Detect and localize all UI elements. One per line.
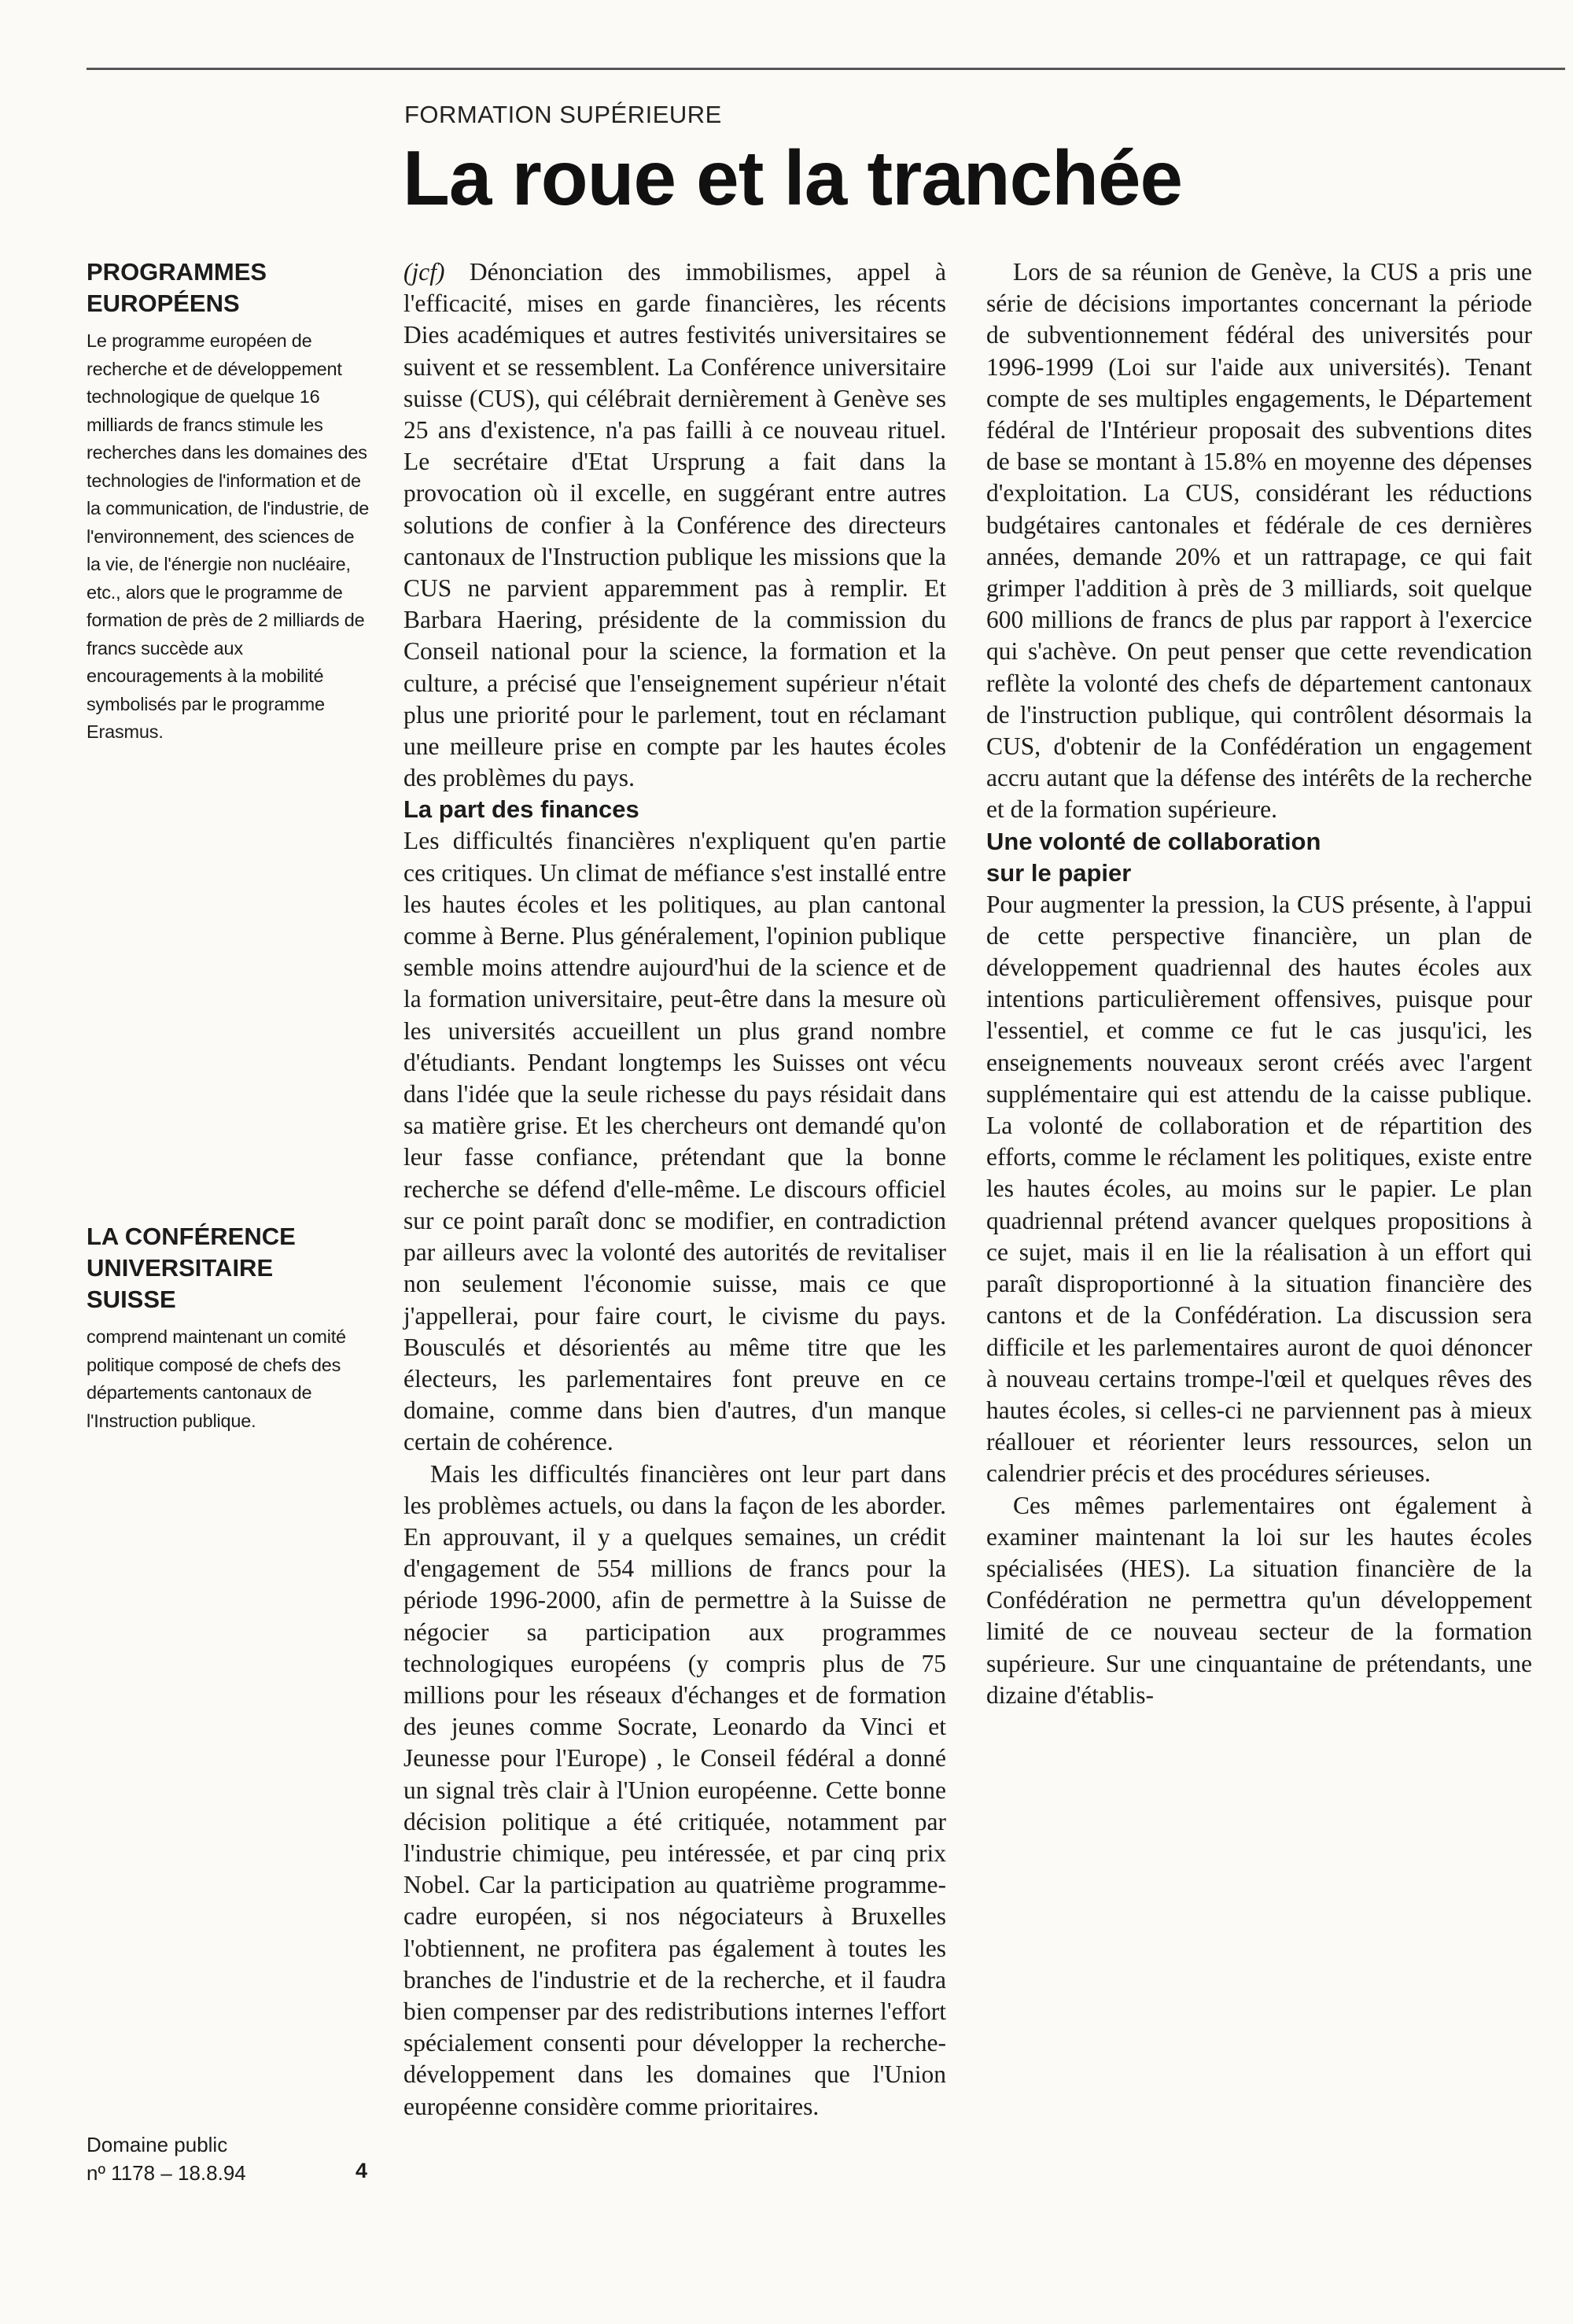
article-paragraph: Les difficultés financières n'expliquent qu'en partie ces critiques. Un climat de méfiance s'est installé entre les hautes écoles et les politiques, au plan cantonal comme à Berne. Plus généralement, l'opinion publique semble moins attendre aujourd'hui de la science et de la formation universitaire, peut-être dans la mesure où les universités accueillent un plus grand nombre d'étudiants. Pendant longtemps les Suisses ont vécu dans l'idée que la seule richesse du pays résidait dans sa matière grise. Et les chercheurs ont demandé qu'on leur fasse confiance, prétendant que la bonne recherche se défend d'elle-même. Le discours officiel sur ce point paraît donc se modifier, en contradiction par ailleurs avec la volonté des autorités de revitaliser non seulement l'économie suisse, mais ce que j'appellerai, pour faire court, le civisme du pays. Bousculés et désorientés au même titre que les électeurs, les parlementaires font preuve en ce domaine, comme dans bien d'autres, d'un manque certain de cohérence. [403, 827, 946, 1456]
article-paragraph: Pour augmenter la pression, la CUS présente, à l'appui de cette perspective financière, un plan de développement quadriennal des hautes écoles aux intentions particulièrement offensives, puisque pour l'essentiel, et comme ce fut le cas jusqu'ici, les enseignements nouveaux seront créés avec l'argent supplémentaire qui est attendu de la caisse publique. La volonté de collaboration et de répartition des efforts, comme le réclament les politiques, existe entre les hautes écoles, au moins sur le papier. Le plan quadriennal prétend avancer quelques propositions à ce sujet, mais il en lie la réalisation à un effort qui paraît disproportionné à la situation financière des cantons et de la Confédération. La discussion sera difficile et les parlementaires auront de quoi dénoncer à nouveau certains trompe-l'œil et quelques rêves des hautes écoles, si celles-ci ne parviennent pas à mieux réallouer et réorienter leurs ressources, selon un calendrier précis et des procédures sérieuses. [986, 890, 1532, 1488]
sidebar-box-programmes [87, 256, 370, 747]
sidebar-heading [87, 1221, 370, 1315]
sidebar-heading-line: PROGRAMMES [87, 258, 267, 286]
article-paragraph: Mais les difficultés financières ont leur part dans les problèmes actuels, ou dans la façon de les aborder. En approuvant, il y a quelques semaines, un crédit d'engagement de 554 millions de francs pour la période 1996-2000, afin de permettre à la Suisse de négocier sa participation aux programmes technologiques européens (y compris plus de 75 millions pour les réseaux d'échanges et de formation des jeunes comme Socrate, Leonardo da Vinci et Jeunesse pour l'Europe) , le Conseil fédéral a donné un signal très clair à l'Union européenne. Cette bonne décision politique a été critiquée, notamment par l'industrie chimique, peu intéressée, et par cinq prix Nobel. Car la participation au quatrième programme-cadre européen, si nos négociateurs à Bruxelles l'obtiennent, ne profitera pas également à toutes les branches de l'industrie et de la recherche, et il faudra bien compenser par des redistributions internes l'effort spécialement consenti pour développer la recherche-développement dans les domaines que l'Union européenne considère comme prioritaires. [403, 1459, 946, 2120]
page-number: 4 [355, 2159, 368, 2182]
sidebar-heading-line: SUISSE [87, 1286, 176, 1313]
sidebar-text: comprend maintenant un comité politique composé de chefs des départements cantonaux de l'Instruction publique. [87, 1326, 346, 1431]
author-initials: (jcf) [403, 258, 445, 286]
sidebar-text: Le programme européen de recherche et de développement technologique de quelque 16 milliards de francs stimule les recherches dans les domaines des technologies de l'information et de la communication, de l'industrie, de l'environnement, des sciences de la vie, de l'énergie non nucléaire, etc., alors que le programme de formation de près de 2 milliards de francs succède aux encouragements à la mobilité symbolisés par le programme Erasmus. [87, 330, 370, 742]
article-title: La roue et la tranchée [403, 135, 1183, 221]
article-paragraph: Lors de sa réunion de Genève, la CUS a pris une série de décisions importantes concernant la période de subventionnement fédéral des universités pour 1996-1999 (Loi sur l'aide aux universités). Tenant compte de ses multiples engagements, le Département fédéral de l'Intérieur proposait des subventions dites de base se montant à 15.8% en moyenne des dépenses d'exploitation. La CUS, considérant les réductions budgétaires cantonales et fédérale de ces dernières années, demande 20% et un rattrapage, ce qui fait grimper l'addition à près de 3 milliards, soit quelque 600 millions de francs de plus par rapport à l'exercice qui s'achève. On peut penser que cette revendication reflète la volonté des chefs de département cantonaux de l'instruction publique, qui contrôlent désormais la CUS, d'obtenir de la Confédération un engagement accru autant que la défense des intérêts de la recherche et de la formation supérieure. [986, 258, 1532, 824]
top-rule [87, 68, 1565, 70]
publication-name: Domaine public [87, 2133, 228, 2156]
sidebar-heading-line: UNIVERSITAIRE [87, 1254, 274, 1282]
article-column-2 [986, 256, 1532, 1711]
sidebar-heading [87, 256, 370, 319]
subheading: La part des finances [403, 795, 639, 824]
subheading: Une volonté de collaboration sur le papier [986, 827, 1321, 887]
sidebar-heading-line: EUROPÉENS [87, 290, 240, 317]
sidebar-box-conference [87, 1221, 370, 1435]
article-paragraph: (jcf) Dénonciation des immobilismes, appel à l'efficacité, mises en garde financières, les récents Dies académiques et autres festivités universitaires se suivent et se ressemblent. La Conférence universitaire suisse (CUS), qui célébrait dernièrement à Genève ses 25 ans d'existence, n'a pas failli à ce nouveau rituel. Le secrétaire d'Etat Ursprung a fait dans la provocation où il excelle, en suggérant entre autres solutions de confier à la Conférence des directeurs cantonaux de l'Instruction publique les missions que la CUS ne parvient apparemment pas à remplir. Et Barbara Haering, présidente de la commission du Conseil national pour la science, la formation et la culture, a précisé que l'enseignement supérieur n'était plus une priorité pour le parlement, tout en réclamant une meilleure prise en compte par les hautes écoles des problèmes du pays. [403, 258, 946, 792]
page-footer [87, 2130, 401, 2187]
section-kicker: FORMATION SUPÉRIEURE [404, 101, 722, 128]
article-column-1 [403, 256, 946, 2123]
issue-number: nº 1178 – 18.8.94 [87, 2161, 246, 2185]
article-paragraph: Ces mêmes parlementaires ont également à examiner maintenant la loi sur les hautes écoles spécialisées (HES). La situation financière de la Confédération ne permettra qu'un développement limité de ce nouveau secteur de la formation supérieure. Sur une cinquantaine de prétendants, une dizaine d'établis- [986, 1491, 1532, 1709]
sidebar-heading-line: LA CONFÉRENCE [87, 1223, 296, 1250]
